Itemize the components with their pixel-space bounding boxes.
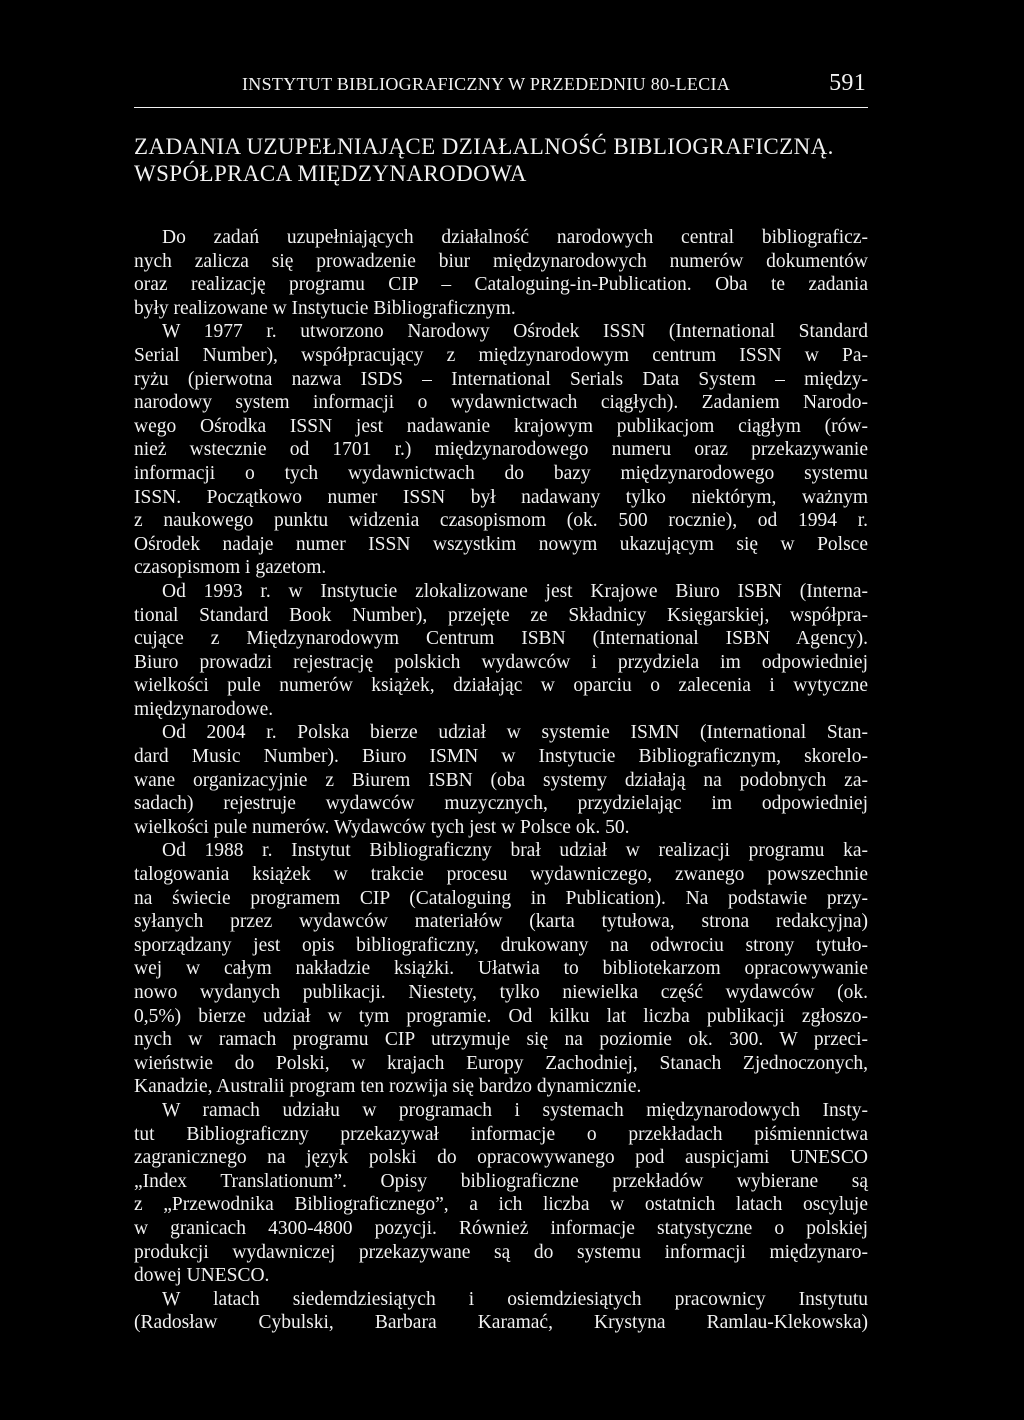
text-line: „Index Translationum”. Opisy bibliograficzne przekładów wybierane są <box>134 1170 868 1192</box>
text-line: Od 2004 r. Polska bierze udział w systemie ISMN (International Stan- <box>162 722 868 744</box>
running-title: INSTYTUT BIBLIOGRAFICZNY W PRZEDEDNIU 80-LECIA <box>242 74 731 94</box>
text-line: na świecie programem CIP (Cataloguing in Publication). Na podstawie przy- <box>134 887 868 909</box>
text-line: nowo wydanych publikacji. Niestety, tylko niewielka część wydawców (ok. <box>134 982 868 1003</box>
text-line: Ośrodek nadaje numer ISSN wszystkim nowym ukazującym się w Polsce <box>134 533 868 555</box>
page-number: 591 <box>829 70 866 96</box>
section-heading-line: WSPÓŁPRACA MIĘDZYNARODOWA <box>134 161 527 186</box>
text-line: (Radosław Cybulski, Barbara Karamać, Krystyna Ramlau-Klekowska) <box>134 1312 868 1334</box>
text-line: Biuro prowadzi rejestrację polskich wydawców i przydziela im odpowiedniej <box>134 651 868 673</box>
text-line: wieństwie do Polski, w krajach Europy Zachodniej, Stanach Zjednoczonych, <box>134 1052 868 1074</box>
text-line: były realizowane w Instytucie Bibliograficznym. <box>134 297 516 319</box>
text-line: nież wstecznie od 1701 r.) międzynarodowego numeru oraz przekazywanie <box>134 439 868 461</box>
text-line: Kanadzie, Australii program ten rozwija się bardzo dynamicznie. <box>134 1076 642 1098</box>
text-line: talogowania książek w trakcie procesu wydawniczego, zwanego powszechnie <box>134 864 868 886</box>
text-line: z „Przewodnika Bibliograficznego”, a ich liczba w ostatnich latach oscyluje <box>134 1194 868 1216</box>
text-line: tut Bibliograficzny przekazywał informacje o przekładach piśmiennictwa <box>134 1123 868 1145</box>
text-line: ryżu (pierwotna nazwa ISDS – International Serials Data System – między- <box>134 368 868 390</box>
text-line: informacji o tych wydawnictwach do bazy międzynarodowego systemu <box>134 462 868 484</box>
text-line: z naukowego punktu widzenia czasopismom (ok. 500 rocznie), od 1994 r. <box>134 510 868 532</box>
text-line: Do zadań uzupełniających działalność narodowych central bibliograficz- <box>162 227 868 248</box>
text-line: wielkości pule numerów książek, działając w oparciu o zalecenia i wytyczne <box>134 675 868 697</box>
text-line: 0,5%) bierze udział w tym programie. Od kilku lat liczba publikacji zgłoszo- <box>134 1005 868 1027</box>
text-line: dard Music Number). Biuro ISMN w Instytucie Bibliograficznym, skorelo- <box>134 746 868 768</box>
text-line: tional Standard Book Number), przejęte ze Składnicy Księgarskiej, współpra- <box>134 604 868 626</box>
text-line: oraz realizację programu CIP – Cataloguing-in-Publication. Oba te zadania <box>134 274 868 296</box>
text-line: międzynarodowe. <box>134 698 274 720</box>
text-line: W 1977 r. utworzono Narodowy Ośrodek ISSN (International Standard <box>162 321 868 343</box>
text-line: wego Ośrodka ISSN jest nadawanie krajowym publikacjom ciągłym (rów- <box>134 415 868 437</box>
text-line: ISSN. Początkowo numer ISSN był nadawany tylko niektórym, ważnym <box>134 486 868 508</box>
running-header <box>134 70 868 104</box>
text-line: produkcji wydawniczej przekazywane są do systemu informacji międzynaro- <box>134 1241 868 1263</box>
text-line: narodowy system informacji o wydawnictwach ciągłych). Zadaniem Narodo- <box>134 392 868 414</box>
text-line: nych w ramach programu CIP utrzymuje się na poziomie ok. 300. W przeci- <box>134 1029 868 1051</box>
body-text <box>134 226 868 1335</box>
text-line: cujące z Międzynarodowym Centrum ISBN (International ISBN Agency). <box>134 628 868 650</box>
text-line: sadach) rejestruje wydawców muzycznych, przydzielając im odpowiedniej <box>134 793 868 815</box>
text-line: w granicach 4300-4800 pozycji. Również informacje statystyczne o polskiej <box>134 1217 868 1239</box>
text-line: wane organizacyjnie z Biurem ISBN (oba systemy działają na podobnych za- <box>134 769 868 791</box>
text-line: Serial Number), współpracujący z międzynarodowym centrum ISSN w Pa- <box>134 344 868 366</box>
text-line: dowej UNESCO. <box>134 1265 270 1287</box>
text-line: wej w całym nakładzie książki. Ułatwia to bibliotekarzom opracowywanie <box>134 958 868 980</box>
text-line: wielkości pule numerów. Wydawców tych jest w Polsce ok. 50. <box>134 816 630 838</box>
text-line: nych zalicza się prowadzenie biur międzynarodowych numerów dokumentów <box>134 250 868 272</box>
section-heading-line: ZADANIA UZUPEŁNIAJĄCE DZIAŁALNOŚĆ BIBLIOGRAFICZNĄ. <box>134 134 834 159</box>
text-line: W latach siedemdziesiątych i osiemdziesiątych pracownicy Instytutu <box>162 1288 868 1310</box>
text-line: czasopismom i gazetom. <box>134 557 327 579</box>
text-line: syłanych przez wydawców materiałów (karta tytułowa, strona redakcyjna) <box>134 911 868 933</box>
text-line: Od 1993 r. w Instytucie zlokalizowane jest Krajowe Biuro ISBN (Interna- <box>162 580 868 602</box>
text-line: W ramach udziału w programach i systemach międzynarodowych Insty- <box>162 1099 868 1121</box>
text-line: sporządzany jest opis bibliograficzny, drukowany na odwrociu strony tytuło- <box>134 934 868 956</box>
text-line: Od 1988 r. Instytut Bibliograficzny brał udział w realizacji programu ka- <box>162 840 868 862</box>
text-line: zagranicznego na język polski do opracowywanego pod auspicjami UNESCO <box>134 1147 868 1169</box>
section-heading <box>134 133 894 187</box>
header-rule <box>134 107 868 108</box>
